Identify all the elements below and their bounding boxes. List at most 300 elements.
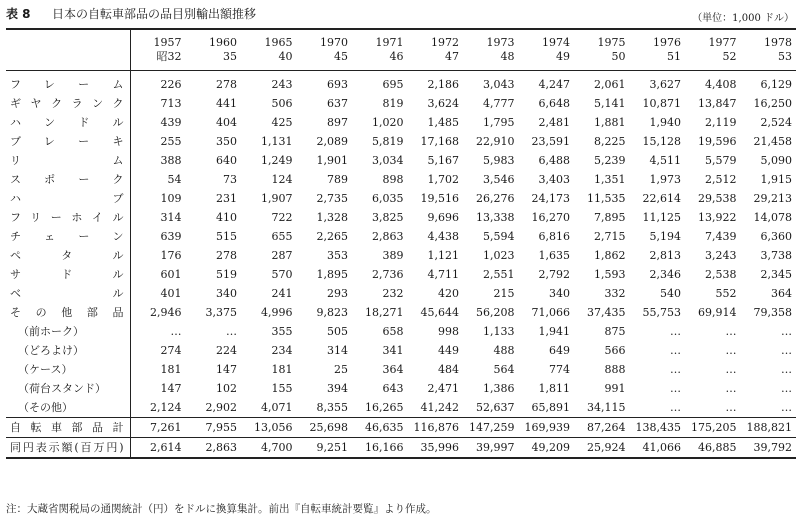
value-cell: 340 <box>216 287 237 300</box>
value-cell: 241 <box>271 287 293 300</box>
value-cell: 293 <box>327 287 348 300</box>
value-cell: 3,403 <box>538 173 570 186</box>
value-cell: 181 <box>271 363 293 376</box>
value-cell: 5,819 <box>372 135 404 148</box>
value-cell: … <box>725 401 737 414</box>
total-row <box>6 438 796 459</box>
value-cell: 1,940 <box>649 116 681 129</box>
value-cell: 2,119 <box>705 116 737 129</box>
value-cell: 404 <box>216 116 237 129</box>
era-label: 52 <box>722 50 737 63</box>
total-row <box>6 418 796 438</box>
value-cell: 1,795 <box>483 116 515 129</box>
value-cell: 25 <box>334 363 348 376</box>
era-label: 40 <box>278 50 293 63</box>
value-cell: 6,488 <box>538 154 570 167</box>
value-cell: 226 <box>160 78 182 91</box>
year-header <box>685 29 741 71</box>
value-cell: 566 <box>604 344 626 357</box>
table-row <box>6 227 796 246</box>
value-cell: 484 <box>438 363 459 376</box>
row-label: 同円表示額(百万円) <box>6 438 130 459</box>
unit-label: （単位：1,000 ドル） <box>692 13 794 24</box>
era-label: 昭32 <box>156 50 182 63</box>
value-cell: 188,821 <box>741 418 797 438</box>
value-cell: 4,071 <box>261 401 293 414</box>
value-cell: 3,546 <box>483 173 515 186</box>
value-cell: 73 <box>223 173 237 186</box>
value-cell: 232 <box>382 287 404 300</box>
row-label: （荷台スタンド） <box>6 379 130 398</box>
value-cell: 16,250 <box>753 97 792 110</box>
value-cell: … <box>725 325 737 338</box>
value-cell: 22,614 <box>642 192 681 205</box>
row-label: ブレーキ <box>6 132 130 151</box>
year-header <box>241 29 297 71</box>
value-cell: 1,131 <box>261 135 293 148</box>
value-cell: 1,941 <box>538 325 570 338</box>
value-cell: 789 <box>327 173 348 186</box>
value-cell: 124 <box>271 173 293 186</box>
table-row <box>6 71 796 95</box>
value-cell: 643 <box>382 382 404 395</box>
export-table <box>6 28 796 459</box>
value-cell: 102 <box>216 382 237 395</box>
table-row <box>6 189 796 208</box>
table-row <box>6 113 796 132</box>
value-cell: 640 <box>216 154 237 167</box>
row-label: 自転車部品計 <box>6 418 130 438</box>
year-header <box>741 29 797 71</box>
value-cell: 4,700 <box>241 438 297 459</box>
value-cell: 774 <box>549 363 570 376</box>
value-cell: 215 <box>493 287 515 300</box>
value-cell: 898 <box>382 173 404 186</box>
era-label: 51 <box>667 50 681 63</box>
table-subrow <box>6 341 796 360</box>
value-cell: 2,186 <box>427 78 459 91</box>
value-cell: 410 <box>216 211 237 224</box>
value-cell: 998 <box>438 325 459 338</box>
year-header <box>463 29 519 71</box>
value-cell: 364 <box>382 363 404 376</box>
value-cell: 13,922 <box>698 211 737 224</box>
value-cell: 4,438 <box>427 230 459 243</box>
value-cell: 722 <box>271 211 293 224</box>
value-cell: 2,736 <box>372 268 404 281</box>
value-cell: 274 <box>160 344 182 357</box>
value-cell: 7,895 <box>594 211 626 224</box>
value-cell: 41,066 <box>630 438 686 459</box>
value-cell: 506 <box>271 97 293 110</box>
value-cell: 394 <box>327 382 348 395</box>
value-cell: 637 <box>327 97 348 110</box>
era-label: 50 <box>611 50 626 63</box>
value-cell: 350 <box>216 135 237 148</box>
value-cell: 3,375 <box>205 306 237 319</box>
value-cell: … <box>781 325 792 338</box>
value-cell: 255 <box>160 135 182 148</box>
value-cell: 1,862 <box>594 249 626 262</box>
value-cell: 25,698 <box>297 418 353 438</box>
value-cell: 56,208 <box>476 306 515 319</box>
era-label: 45 <box>334 50 348 63</box>
value-cell: 1,351 <box>594 173 626 186</box>
value-cell: 231 <box>216 192 237 205</box>
value-cell: 364 <box>771 287 792 300</box>
era-label: 49 <box>556 50 570 63</box>
value-cell: 2,614 <box>130 438 186 459</box>
value-cell: 79,358 <box>753 306 792 319</box>
value-cell: 3,034 <box>372 154 404 167</box>
value-cell: 278 <box>216 249 237 262</box>
value-cell: 5,983 <box>483 154 515 167</box>
value-cell: 7,955 <box>186 418 242 438</box>
value-cell: 1,249 <box>261 154 293 167</box>
value-cell: 1,635 <box>538 249 570 262</box>
year-label: 1970 <box>320 36 348 49</box>
value-cell: 540 <box>660 287 681 300</box>
value-cell: 2,715 <box>594 230 626 243</box>
value-cell: 488 <box>493 344 515 357</box>
year-header <box>130 29 186 71</box>
value-cell: 16,166 <box>352 438 408 459</box>
title-row <box>6 4 794 22</box>
row-label: フリーホイル <box>6 208 130 227</box>
value-cell: 15,128 <box>642 135 681 148</box>
value-cell: 37,435 <box>587 306 626 319</box>
value-cell: 2,524 <box>760 116 792 129</box>
year-label: 1971 <box>375 36 404 49</box>
value-cell: 35,996 <box>408 438 464 459</box>
value-cell: 10,871 <box>642 97 681 110</box>
year-header <box>352 29 408 71</box>
value-cell: 7,261 <box>130 418 186 438</box>
value-cell: 34,115 <box>587 401 626 414</box>
value-cell: 340 <box>549 287 570 300</box>
value-cell: … <box>781 401 792 414</box>
value-cell: 693 <box>327 78 348 91</box>
value-cell: 5,239 <box>594 154 626 167</box>
table-row <box>6 303 796 322</box>
table-row <box>6 208 796 227</box>
value-cell: 45,644 <box>420 306 459 319</box>
value-cell: 2,538 <box>705 268 737 281</box>
value-cell: … <box>670 382 681 395</box>
value-cell: 1,811 <box>538 382 570 395</box>
value-cell: 65,891 <box>531 401 570 414</box>
value-cell: 314 <box>160 211 182 224</box>
value-cell: … <box>781 382 792 395</box>
value-cell: 2,061 <box>594 78 626 91</box>
value-cell: 5,141 <box>594 97 626 110</box>
value-cell: 7,439 <box>705 230 737 243</box>
value-cell: 1,020 <box>372 116 404 129</box>
era-label: 35 <box>223 50 237 63</box>
value-cell: 1,485 <box>427 116 459 129</box>
value-cell: 1,328 <box>316 211 348 224</box>
value-cell: 519 <box>216 268 237 281</box>
value-cell: 4,777 <box>483 97 515 110</box>
value-cell: 3,243 <box>705 249 737 262</box>
value-cell: 19,516 <box>420 192 459 205</box>
value-cell: 341 <box>382 344 404 357</box>
value-cell: 13,847 <box>698 97 737 110</box>
value-cell: 649 <box>549 344 570 357</box>
value-cell: 25,924 <box>574 438 630 459</box>
era-label: 46 <box>389 50 404 63</box>
value-cell: 2,792 <box>538 268 570 281</box>
value-cell: 109 <box>160 192 182 205</box>
table-row <box>6 132 796 151</box>
value-cell: 1,133 <box>483 325 515 338</box>
value-cell: 116,876 <box>408 418 464 438</box>
value-cell: 1,121 <box>427 249 459 262</box>
value-cell: … <box>725 344 737 357</box>
era-label: 48 <box>500 50 515 63</box>
value-cell: 388 <box>160 154 182 167</box>
value-cell: 4,247 <box>538 78 570 91</box>
value-cell: 243 <box>271 78 293 91</box>
value-cell: 234 <box>271 344 293 357</box>
value-cell: 2,089 <box>316 135 348 148</box>
value-cell: … <box>226 325 237 338</box>
value-cell: 1,386 <box>483 382 515 395</box>
value-cell: 552 <box>715 287 737 300</box>
table-subrow <box>6 322 796 341</box>
value-cell: 147 <box>160 382 182 395</box>
row-label: スポーク <box>6 170 130 189</box>
value-cell: 4,408 <box>705 78 737 91</box>
year-header <box>408 29 464 71</box>
year-header <box>519 29 575 71</box>
value-cell: 13,338 <box>476 211 515 224</box>
header-row <box>6 29 796 71</box>
value-cell: 11,535 <box>587 192 626 205</box>
value-cell: 5,167 <box>427 154 459 167</box>
value-cell: 6,816 <box>538 230 570 243</box>
value-cell: 1,881 <box>594 116 626 129</box>
value-cell: 505 <box>327 325 348 338</box>
value-cell: … <box>670 363 681 376</box>
row-label: サドル <box>6 265 130 284</box>
value-cell: 888 <box>604 363 626 376</box>
value-cell: 897 <box>327 116 348 129</box>
value-cell: 2,481 <box>538 116 570 129</box>
value-cell: 564 <box>493 363 515 376</box>
value-cell: 353 <box>327 249 348 262</box>
row-label: ギヤクランク <box>6 94 130 113</box>
table-row <box>6 151 796 170</box>
value-cell: 26,276 <box>476 192 515 205</box>
value-cell: 695 <box>382 78 404 91</box>
value-cell: 6,035 <box>372 192 404 205</box>
year-label: 1976 <box>653 36 681 49</box>
value-cell: 4,711 <box>427 268 459 281</box>
value-cell: 147 <box>216 363 237 376</box>
value-cell: 6,129 <box>760 78 792 91</box>
value-cell: 9,251 <box>297 438 353 459</box>
row-label: （前ホーク） <box>6 322 130 341</box>
value-cell: 71,066 <box>531 306 570 319</box>
row-label: ハブ <box>6 189 130 208</box>
value-cell: 23,591 <box>531 135 570 148</box>
value-cell: 639 <box>160 230 182 243</box>
value-cell: 570 <box>271 268 293 281</box>
value-cell: 29,538 <box>698 192 737 205</box>
year-label: 1978 <box>764 36 792 49</box>
value-cell: 2,265 <box>316 230 348 243</box>
value-cell: … <box>725 382 737 395</box>
value-cell: 1,593 <box>594 268 626 281</box>
value-cell: 2,345 <box>760 268 792 281</box>
value-cell: 389 <box>382 249 404 262</box>
value-cell: 2,813 <box>649 249 681 262</box>
row-label: リム <box>6 151 130 170</box>
row-label: その他部品 <box>6 303 130 322</box>
value-cell: 875 <box>604 325 626 338</box>
value-cell: 6,648 <box>538 97 570 110</box>
value-cell: … <box>170 325 182 338</box>
value-cell: 41,242 <box>420 401 459 414</box>
value-cell: 14,078 <box>753 211 792 224</box>
value-cell: 18,271 <box>365 306 404 319</box>
value-cell: 1,907 <box>261 192 293 205</box>
era-label: 53 <box>778 50 792 63</box>
value-cell: 8,225 <box>594 135 626 148</box>
value-cell: … <box>670 325 681 338</box>
value-cell: 3,738 <box>760 249 792 262</box>
value-cell: 441 <box>216 97 237 110</box>
year-header <box>186 29 242 71</box>
value-cell: 2,902 <box>205 401 237 414</box>
header-corner <box>6 29 130 71</box>
year-label: 1960 <box>209 36 237 49</box>
value-cell: 3,624 <box>427 97 459 110</box>
year-label: 1975 <box>597 36 626 49</box>
value-cell: 401 <box>160 287 182 300</box>
value-cell: 314 <box>327 344 348 357</box>
value-cell: 278 <box>216 78 237 91</box>
year-header <box>630 29 686 71</box>
value-cell: 2,863 <box>372 230 404 243</box>
row-label: （どろよけ） <box>6 341 130 360</box>
value-cell: 2,346 <box>649 268 681 281</box>
table-row <box>6 170 796 189</box>
table-row <box>6 265 796 284</box>
value-cell: 4,996 <box>261 306 293 319</box>
value-cell: 3,627 <box>649 78 681 91</box>
table-subrow <box>6 360 796 379</box>
value-cell: 2,512 <box>705 173 737 186</box>
value-cell: 39,997 <box>463 438 519 459</box>
row-label: ベル <box>6 284 130 303</box>
value-cell: 1,895 <box>316 268 348 281</box>
table-subrow <box>6 379 796 398</box>
value-cell: 332 <box>604 287 626 300</box>
year-label: 1974 <box>542 36 570 49</box>
year-label: 1957 <box>153 36 182 49</box>
era-label: 47 <box>445 50 459 63</box>
table-row <box>6 94 796 113</box>
value-cell: … <box>670 344 681 357</box>
value-cell: 9,696 <box>427 211 459 224</box>
row-label: ハンドル <box>6 113 130 132</box>
table-title: 日本の自転車部品の品目別輸出額推移 <box>52 7 257 21</box>
value-cell: … <box>781 344 792 357</box>
value-cell: 55,753 <box>642 306 681 319</box>
row-label: （ケース） <box>6 360 130 379</box>
value-cell: … <box>781 363 792 376</box>
value-cell: 138,435 <box>630 418 686 438</box>
value-cell: 1,702 <box>427 173 459 186</box>
value-cell: 24,173 <box>531 192 570 205</box>
value-cell: 355 <box>271 325 293 338</box>
value-cell: 658 <box>382 325 404 338</box>
table-row <box>6 246 796 265</box>
value-cell: 169,939 <box>519 418 575 438</box>
table-number: 表 8 <box>6 7 31 21</box>
year-label: 1972 <box>431 36 459 49</box>
value-cell: 176 <box>160 249 182 262</box>
value-cell: 2,471 <box>427 382 459 395</box>
year-label: 1965 <box>264 36 293 49</box>
value-cell: 5,090 <box>760 154 792 167</box>
value-cell: 3,825 <box>372 211 404 224</box>
value-cell: 439 <box>160 116 182 129</box>
value-cell: 713 <box>160 97 182 110</box>
value-cell: 515 <box>216 230 237 243</box>
value-cell: 1,023 <box>483 249 515 262</box>
year-label: 1977 <box>708 36 737 49</box>
value-cell: 2,735 <box>316 192 348 205</box>
value-cell: 17,168 <box>420 135 459 148</box>
value-cell: 420 <box>438 287 459 300</box>
value-cell: 69,914 <box>698 306 737 319</box>
value-cell: 3,043 <box>483 78 515 91</box>
table-subrow <box>6 398 796 418</box>
year-label: 1973 <box>486 36 515 49</box>
value-cell: … <box>670 401 681 414</box>
value-cell: 1,901 <box>316 154 348 167</box>
value-cell: 155 <box>271 382 293 395</box>
value-cell: 19,596 <box>698 135 737 148</box>
value-cell: 39,792 <box>741 438 797 459</box>
value-cell: 8,355 <box>316 401 348 414</box>
value-cell: 449 <box>438 344 459 357</box>
value-cell: 2,863 <box>186 438 242 459</box>
value-cell: 11,125 <box>642 211 681 224</box>
value-cell: 46,635 <box>352 418 408 438</box>
value-cell: 5,194 <box>649 230 681 243</box>
value-cell: 287 <box>271 249 293 262</box>
value-cell: 175,205 <box>685 418 741 438</box>
footnote: 注：大蔵省関税局の通関統計（円）をドルに換算集計。前出『自転車統計要覧』より作成。 <box>6 503 437 515</box>
value-cell: 9,823 <box>316 306 348 319</box>
row-label: チェーン <box>6 227 130 246</box>
value-cell: 49,209 <box>519 438 575 459</box>
row-label: フレーム <box>6 71 130 95</box>
year-header <box>574 29 630 71</box>
value-cell: 601 <box>160 268 182 281</box>
value-cell: 21,458 <box>753 135 792 148</box>
value-cell: 5,579 <box>705 154 737 167</box>
value-cell: 5,594 <box>483 230 515 243</box>
value-cell: 1,973 <box>649 173 681 186</box>
value-cell: 29,213 <box>753 192 792 205</box>
value-cell: 224 <box>216 344 237 357</box>
value-cell: 181 <box>160 363 182 376</box>
